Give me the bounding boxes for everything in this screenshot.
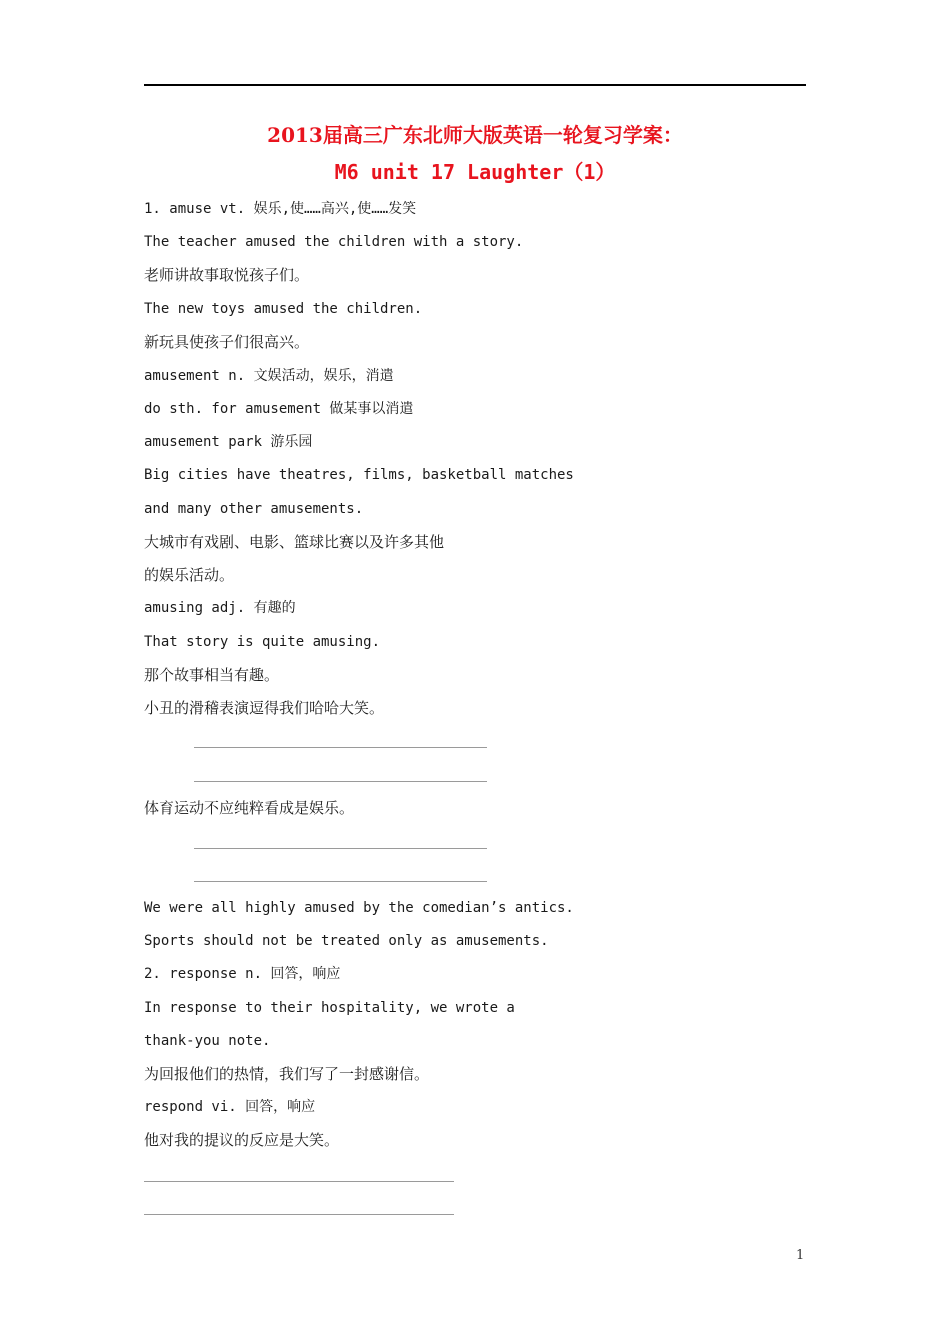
title-line-1: 2013届高三广东北师大版英语一轮复习学案： <box>267 123 683 147</box>
example-sentence: The teacher amused the children with a story. <box>144 234 524 250</box>
translation: 那个故事相当有趣。 <box>144 666 280 684</box>
example-sentence: and many other amusements. <box>144 501 364 517</box>
example-sentence: That story is quite amusing. <box>144 634 381 650</box>
answer-sentence: Sports should not be treated only as amusements. <box>144 933 549 949</box>
header-rule <box>144 84 806 86</box>
answer-blank <box>194 747 487 748</box>
translation: 的娱乐活动。 <box>144 566 235 584</box>
example-sentence: Big cities have theatres, films, basketball matches <box>144 467 574 483</box>
phrase: amusement park 游乐园 <box>144 434 313 450</box>
translation: 为回报他们的热情，我们写了一封感谢信。 <box>144 1065 430 1083</box>
entry-amusing: amusing adj. 有趣的 <box>144 600 296 616</box>
answer-sentence: We were all highly amused by the comedian’s antics. <box>144 900 574 916</box>
example-sentence: In response to their hospitality, we wrote a <box>144 1000 515 1016</box>
answer-blank <box>194 781 487 782</box>
entry-response: 2. response n. 回答，响应 <box>144 966 341 982</box>
exercise-prompt: 小丑的滑稽表演逗得我们哈哈大笑。 <box>144 699 385 717</box>
answer-blank <box>194 848 487 849</box>
translation: 老师讲故事取悦孩子们。 <box>144 266 310 284</box>
entry-respond: respond vi. 回答，响应 <box>144 1099 316 1115</box>
page-number: 1 <box>796 1248 805 1263</box>
phrase: do sth. for amusement 做某事以消遣 <box>144 401 414 417</box>
example-sentence: thank-you note. <box>144 1033 271 1049</box>
title-line-2: M6 unit 17 Laughter（1） <box>334 160 616 184</box>
exercise-prompt: 他对我的提议的反应是大笑。 <box>144 1131 340 1149</box>
answer-blank <box>144 1181 454 1182</box>
answer-blank <box>144 1214 454 1215</box>
entry-amuse: 1. amuse vt. 娱乐,使……高兴,使……发笑 <box>144 201 417 217</box>
translation: 新玩具使孩子们很高兴。 <box>144 333 310 351</box>
answer-blank <box>194 881 487 882</box>
entry-amusement: amusement n. 文娱活动，娱乐，消遣 <box>144 368 394 384</box>
exercise-prompt: 体育运动不应纯粹看成是娱乐。 <box>144 799 355 817</box>
example-sentence: The new toys amused the children. <box>144 301 423 317</box>
translation: 大城市有戏剧、电影、篮球比赛以及许多其他 <box>144 533 445 551</box>
